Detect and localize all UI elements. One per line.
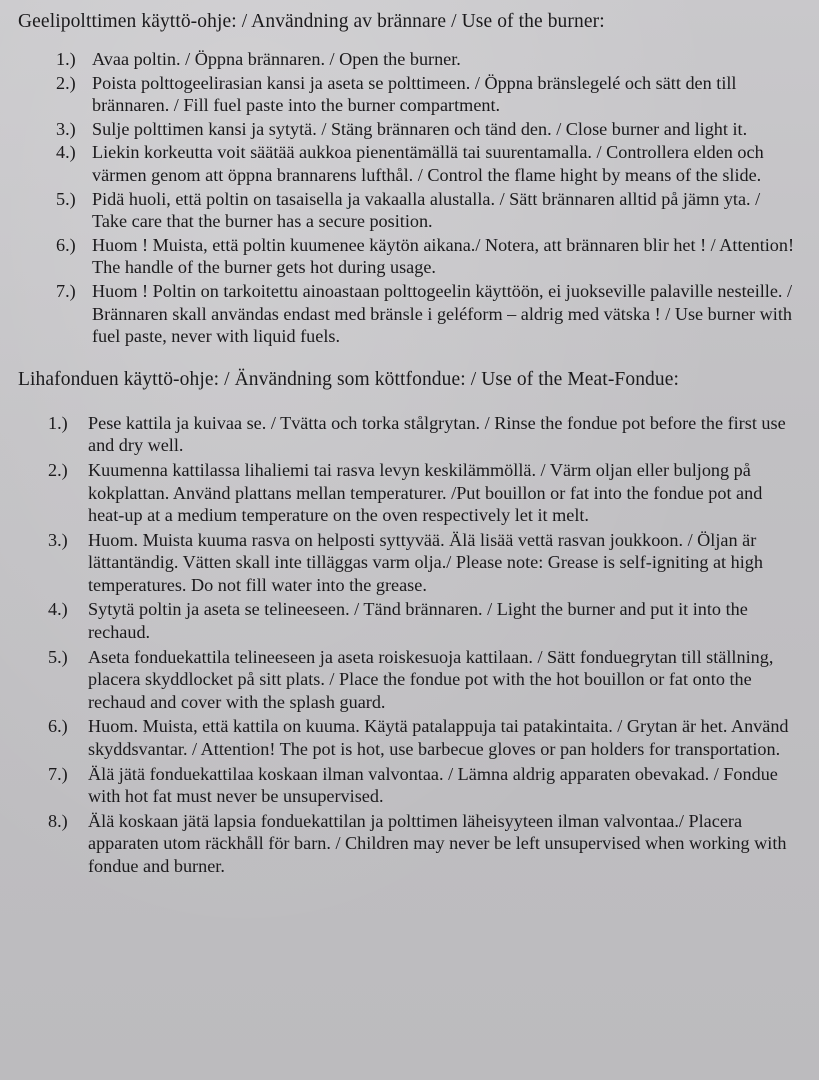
step-number: 2.) (48, 459, 68, 480)
fondue-steps-list (18, 412, 797, 878)
step-text: Sulje polttimen kansi ja sytytä. / Stäng brännaren och tänd den. / Close burner and light it. (92, 118, 748, 139)
step-text: Pese kattila ja kuivaa se. / Tvätta och torka stålgrytan. / Rinse the fondue pot before the first use and dry well. (88, 412, 786, 456)
fondue-step-3 (18, 529, 797, 597)
step-number: 3.) (56, 118, 76, 139)
step-text: Aseta fonduekattila telineeseen ja aseta roiskesuoja kattilaan. / Sätt fonduegrytan till ställning, placera skyddlocket på sitt plats. / Place the fondue pot with the hot bouillon or fat onto the rechaud and cover with the splash guard. (88, 646, 774, 712)
burner-step-6 (18, 234, 797, 279)
step-text: Huom ! Poltin on tarkoitettu ainoastaan polttogeelin käyttöön, ei juokseville palaville nesteille. / Brännaren skall användas endast med bränsle i geléform – aldrig med vätska ! / Use burner with fuel paste, never with liquid fuels. (92, 280, 793, 347)
step-number: 8.) (48, 810, 68, 831)
burner-step-2 (18, 72, 797, 117)
fondue-step-1 (18, 412, 797, 457)
burner-section-title: Geelipolttimen käyttö-ohje: / Användning av brännare / Use of the burner: (18, 11, 605, 32)
step-text: Huom. Muista kuuma rasva on helposti syttyvää. Älä lisää vettä rasvan joukkoon. / Öljan är lättantändig. Vätten skall inte tilläggas varm olja./ Please note: Grease is self-igniting at high temperatures. Do not fill water into the grease. (88, 529, 763, 595)
step-number: 7.) (48, 763, 68, 784)
step-number: 1.) (48, 412, 68, 433)
step-number: 2.) (56, 72, 76, 93)
step-text: Sytytä poltin ja aseta se telineeseen. / Tänd brännaren. / Light the burner and put it into the rechaud. (88, 599, 748, 643)
fondue-step-2 (18, 459, 797, 527)
step-text: Avaa poltin. / Öppna brännaren. / Open the burner. (92, 49, 461, 69)
burner-step-1 (18, 48, 797, 71)
step-text: Kuumenna kattilassa lihaliemi tai rasva levyn keskilämmöllä. / Värm oljan eller buljong på kokplattan. Använd plattans mellan temperaturer. /Put bouillon or fat into the fondue pot and heat-up at a medium temperature on the oven respectively let it melt. (88, 459, 763, 526)
step-number: 5.) (48, 646, 68, 667)
step-text: Liekin korkeutta voit säätää aukkoa pienentämällä tai suurentamalla. / Controllera elden och värmen genom att öppna brannarens lufthål. / Control the flame hight by means of the slide. (92, 142, 764, 185)
fondue-section-title: Lihafonduen käyttö-ohje: / Änvändning som köttfondue: / Use of the Meat-Fondue: (18, 368, 680, 390)
burner-step-3 (18, 118, 797, 141)
burner-steps-list (18, 48, 797, 348)
step-text: Älä jätä fonduekattilaa koskaan ilman valvontaa. / Lämna aldrig apparaten obevakad. / Fondue with hot fat must never be unsupervised. (88, 763, 778, 807)
fondue-step-4 (18, 598, 797, 643)
step-text: Huom. Muista, että kattila on kuuma. Käytä patalappuja tai patakintaita. / Grytan är het. Använd skyddsvantar. / Attention! The pot is hot, use barbecue gloves or pan holders for transportation. (88, 716, 789, 760)
step-text: Huom ! Muista, että poltin kuumenee käytön aikana./ Notera, att brännaren blir het ! / Attention! The handle of the burner gets hot during usage. (92, 234, 795, 278)
step-text: Pidä huoli, että poltin on tasaisella ja vakaalla alustalla. / Sätt brännaren alltid på jämn yta. / Take care that the burner has a secure position. (92, 188, 761, 232)
step-number: 3.) (48, 529, 68, 550)
fondue-step-6 (18, 715, 797, 760)
step-number: 7.) (56, 280, 76, 301)
burner-step-5 (18, 188, 797, 233)
fondue-step-5 (18, 646, 797, 714)
burner-step-4 (18, 141, 797, 186)
burner-step-7 (18, 280, 797, 348)
step-number: 1.) (56, 49, 76, 69)
fondue-step-7 (18, 763, 797, 808)
step-number: 5.) (56, 188, 76, 209)
step-number: 6.) (56, 234, 76, 255)
step-number: 6.) (48, 716, 68, 737)
step-text: Älä koskaan jätä lapsia fonduekattilan ja polttimen läheisyyteen ilman valvontaa./ Placera apparaten utom räckhåll för barn. / Children may never be left unsupervised when working with fondue and burner. (88, 810, 787, 876)
fondue-step-8 (18, 810, 797, 878)
step-text: Poista polttogeelirasian kansi ja aseta se polttimeen. / Öppna bränslegelé och sätt den till brännaren. / Fill fuel paste into the burner compartment. (92, 72, 737, 116)
step-number: 4.) (56, 142, 76, 163)
step-number: 4.) (48, 599, 68, 620)
